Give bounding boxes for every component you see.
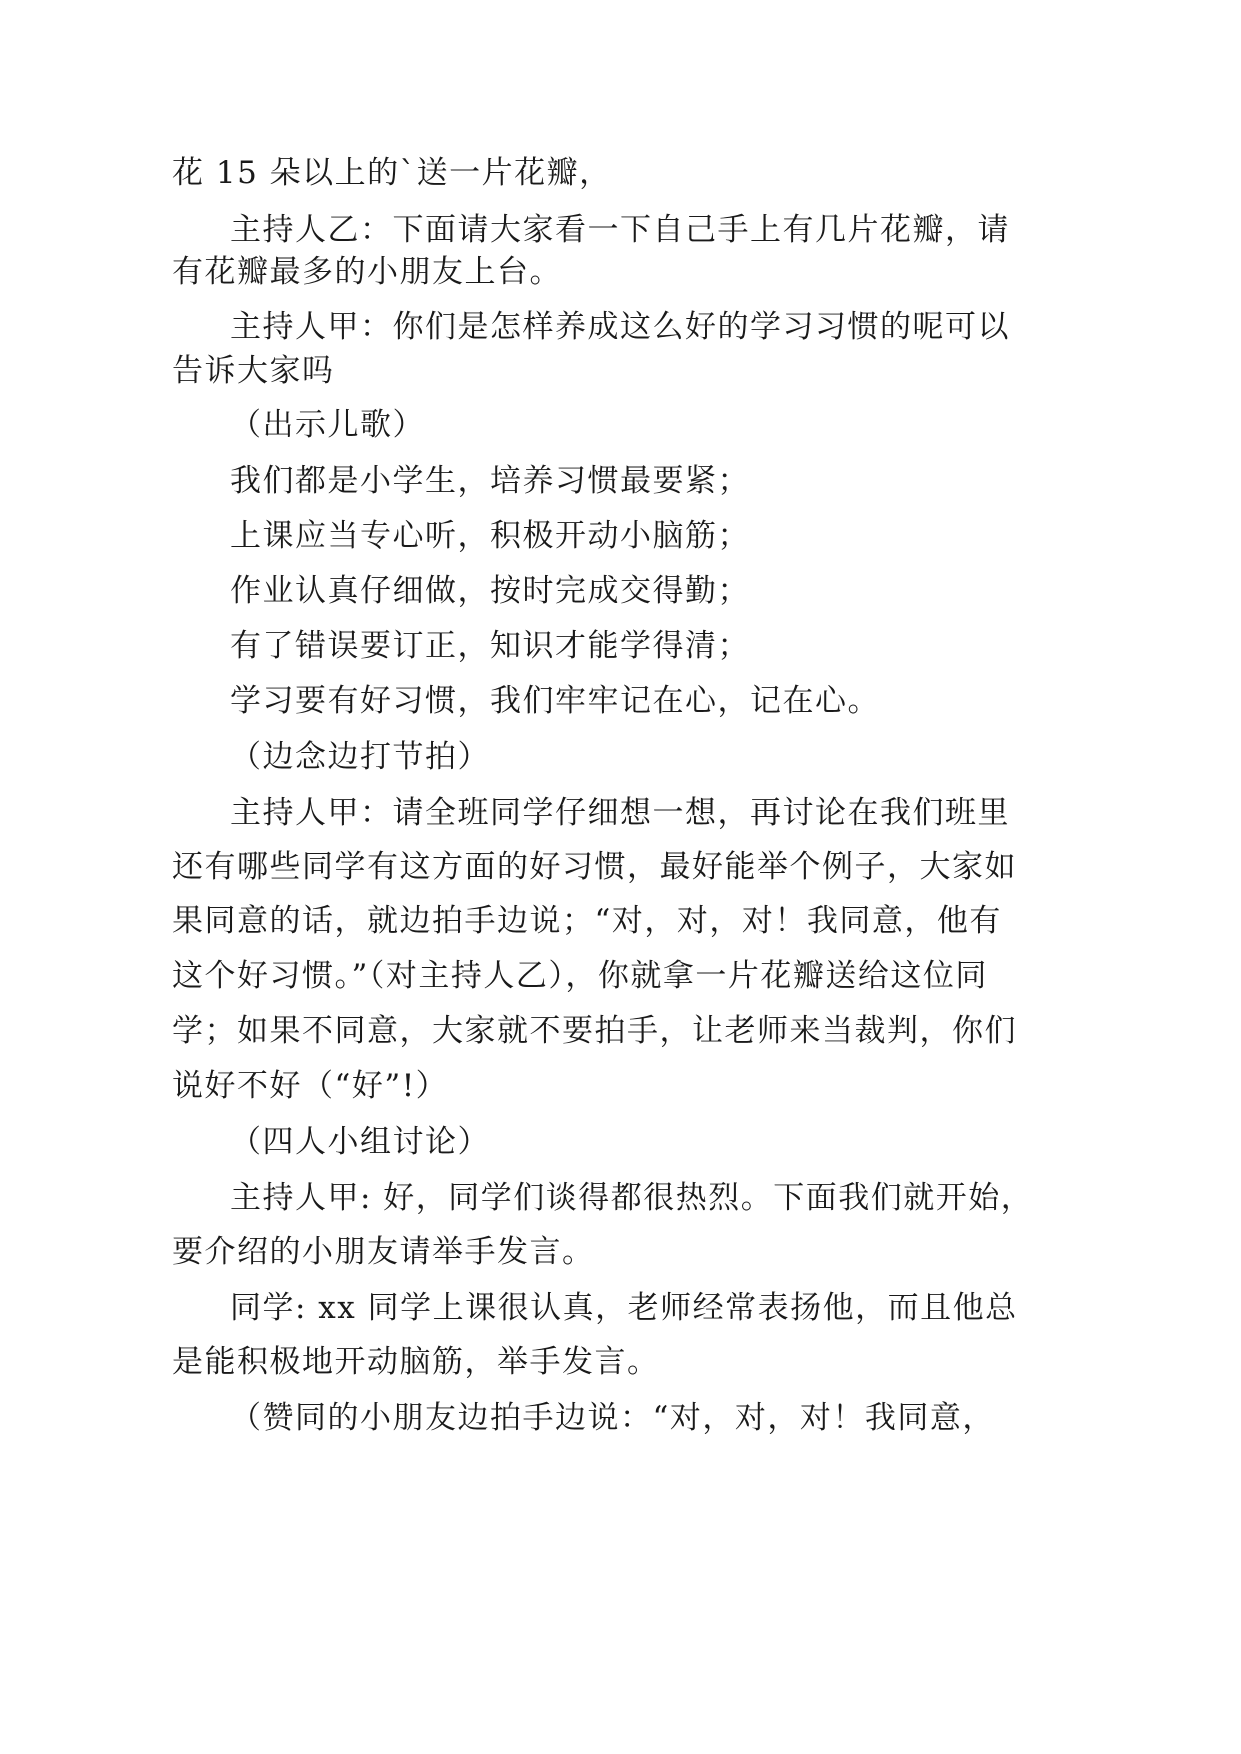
text-line-3: 有花瓣最多的小朋友上台。 xyxy=(172,254,562,290)
text-line-11: 学习要有好习惯，我们牢牢记在心，记在心。 xyxy=(230,683,880,719)
text-line-7: 我们都是小学生，培养习惯最要紧； xyxy=(230,463,750,499)
text-line-5: 告诉大家吗 xyxy=(172,353,335,389)
text-line-2: 主持人乙：下面请大家看一下自己手上有几片花瓣，请 xyxy=(230,212,1010,248)
text-line-8: 上课应当专心听，积极开动小脑筋； xyxy=(230,518,750,554)
text-line-23: 是能积极地开动脑筋，举手发言。 xyxy=(172,1344,660,1380)
text-line-1: 花 15 朵以上的`送一片花瓣， xyxy=(172,155,612,191)
text-line-19: （四人小组讨论） xyxy=(230,1124,490,1160)
text-line-13: 主持人甲：请全班同学仔细想一想，再讨论在我们班里 xyxy=(230,795,1010,831)
text-line-14: 还有哪些同学有这方面的好习惯，最好能举个例子，大家如 xyxy=(172,849,1017,885)
text-line-4: 主持人甲：你们是怎样养成这么好的学习习惯的呢可以 xyxy=(230,309,1010,345)
text-line-24: （赞同的小朋友边拍手边说：“对，对，对！我同意， xyxy=(230,1400,995,1436)
text-line-22: 同学: xx 同学上课很认真，老师经常表扬他，而且他总 xyxy=(230,1290,1018,1326)
text-line-18: 说好不好（“好”!） xyxy=(172,1068,449,1104)
text-line-15: 果同意的话，就边拍手边说；“对，对，对！我同意，他有 xyxy=(172,903,1002,939)
text-line-12: （边念边打节拍） xyxy=(230,739,490,775)
text-line-9: 作业认真仔细做，按时完成交得勤； xyxy=(230,573,750,609)
text-line-16: 这个好习惯。”（对主持人乙），你就拿一片花瓣送给这位同 xyxy=(172,958,988,994)
text-line-17: 学；如果不同意，大家就不要拍手，让老师来当裁判，你们 xyxy=(172,1013,1017,1049)
text-line-6: （出示儿歌） xyxy=(230,407,425,443)
text-line-21: 要介绍的小朋友请举手发言。 xyxy=(172,1234,595,1270)
text-line-10: 有了错误要订正，知识才能学得清； xyxy=(230,628,750,664)
text-line-20: 主持人甲: 好，同学们谈得都很热烈。下面我们就开始， xyxy=(230,1180,1034,1216)
